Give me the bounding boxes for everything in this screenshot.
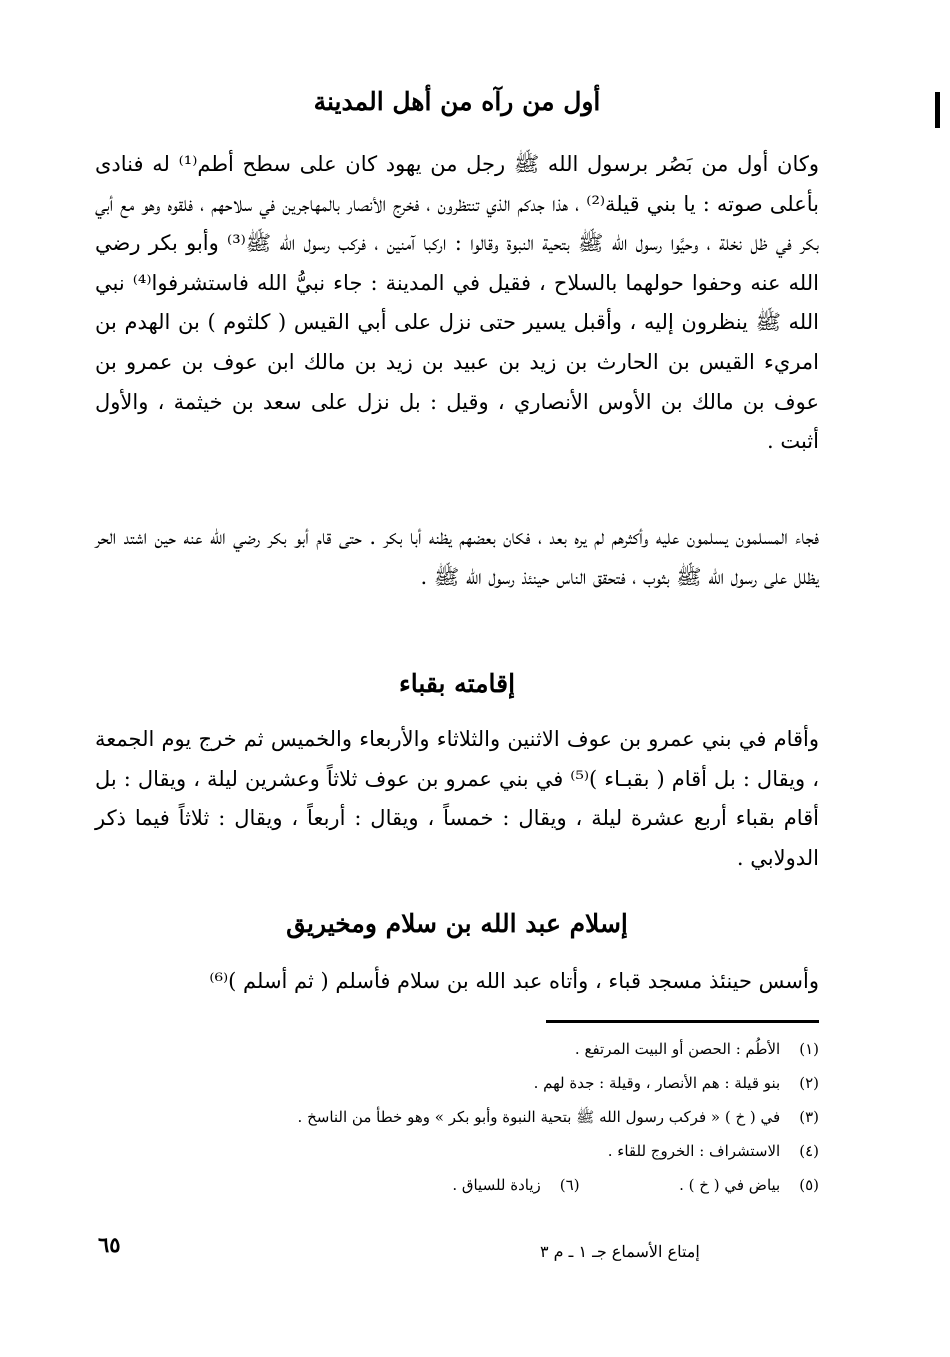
footnote-text: الأطُم : الحصن أو البيت المرتفع . xyxy=(574,1040,781,1058)
section-title-stay-quba: إقامته بقباء xyxy=(398,669,516,698)
footnote-number: (٤) xyxy=(799,1142,819,1160)
footnote-text: الاستشراف : الخروج للقاء . xyxy=(607,1142,781,1160)
footnote-number: (٥) xyxy=(799,1176,819,1194)
paragraph-stay-quba: وأقام في بني عمرو بن عوف الاثنين والثلاثاء والأربعاء والخميس ثم خرج يوم الجمعة ، ويقال : بل أقام ( بقبـاء )⁽⁵⁾ في بني عمرو بن عوف ثلاثاً وعشرين ليلة ، ويقال : بل أقام بقباء أربع عشرة ليلة ، ويقال : خمساً ، ويقال : أربعاً ، ويقال : ثلاثاً فيما ذكر الدولابي . xyxy=(95,727,820,870)
footnote-text: زيادة للسياق . xyxy=(452,1176,541,1194)
footnote-separator xyxy=(546,1020,819,1023)
footnote-text: بنو قيلة : هم الأنصار ، وقيلة : جدة لهم . xyxy=(533,1074,781,1092)
footnote-item xyxy=(150,1066,819,1100)
page-number: ٦٥ xyxy=(98,1232,121,1257)
footnote-item xyxy=(150,1100,819,1134)
footnote-item xyxy=(150,1134,819,1168)
book-signature: إمتاع الأسماع جـ ١ ـ م ٣ xyxy=(540,1242,700,1261)
footnote-number: (٣) xyxy=(799,1108,819,1126)
footnote-text: بياض في ( خ ) . xyxy=(679,1176,781,1194)
footnote-number: (٢) xyxy=(799,1074,819,1092)
footnote-number: (٦) xyxy=(559,1176,580,1194)
section-title-first-seen: أول من رآه من أهل المدينة xyxy=(313,87,601,116)
paragraph-crowd-greeting: فجاء المسلمون يسلمون عليه وأكثرهم لم يره بعد ، فكان بعضهم يظنه أبا بكر . حتى قام أبو بكر رضي الله عنه حين اشتد الحر يظلل على رسول الله ﷺ بثوب ، فتحقق الناس حينئذ رسول الله ﷺ . xyxy=(95,525,819,589)
page-edge-mark xyxy=(935,92,940,128)
footnote-text: في ( خ ) « فركب رسول الله ﷺ بتحية النبوة وأبو بكر » وهو خطأ من الناسخ . xyxy=(297,1108,781,1126)
paragraph-ibn-salam: وأسس حينئذ مسجد قباء ، وأتاه عبد الله بن سلام فأسلم ( ثم أسلم )⁽⁶⁾ xyxy=(209,969,819,993)
footnotes-list xyxy=(150,1032,819,1202)
footnote-item xyxy=(150,1168,819,1202)
paragraph-first-seen: وكان أول من بَصُر برسول الله ﷺ رجل من يهود كان على سطح أطم⁽¹⁾ له فنادى بأعلى صوته : يا بني قيلة⁽²⁾ ، هذا جدكم الذي تنتظرون ، فخرج الأنصار بالمهاجرين في سلاحهم ، فلقوه وهو مع أبي بكر في ظل نخلة ، وحيَّوا رسول الله ﷺ بتحية النبوة وقالوا : اركبا آمنين ، فركب رسول الله ﷺ⁽³⁾ وأبو بكر رضي الله عنه وحفوا حولهما بالسلاح ، فقيل في المدينة : جاء نبيُّ الله فاستشرفوا⁽⁴⁾ نبي الله ﷺ ينظرون إليه ، وأقبل يسير حتى نزل على أبي القيس ( كلثوم ) بن الهدم بن امريء القيس بن الحارث بن زيد بن عبيد بن زيد بن مالك ابن عوف بن عمرو بن عوف بن مالك بن الأوس الأنصاري ، وقيل : بل نزل على سعد بن خيثمة ، والأول أثبت . xyxy=(95,152,819,454)
section-title-ibn-salam: إسلام عبد الله بن سلام ومخيريق xyxy=(286,909,628,938)
footnote-number: (١) xyxy=(799,1040,819,1058)
footnote-item xyxy=(150,1032,819,1066)
